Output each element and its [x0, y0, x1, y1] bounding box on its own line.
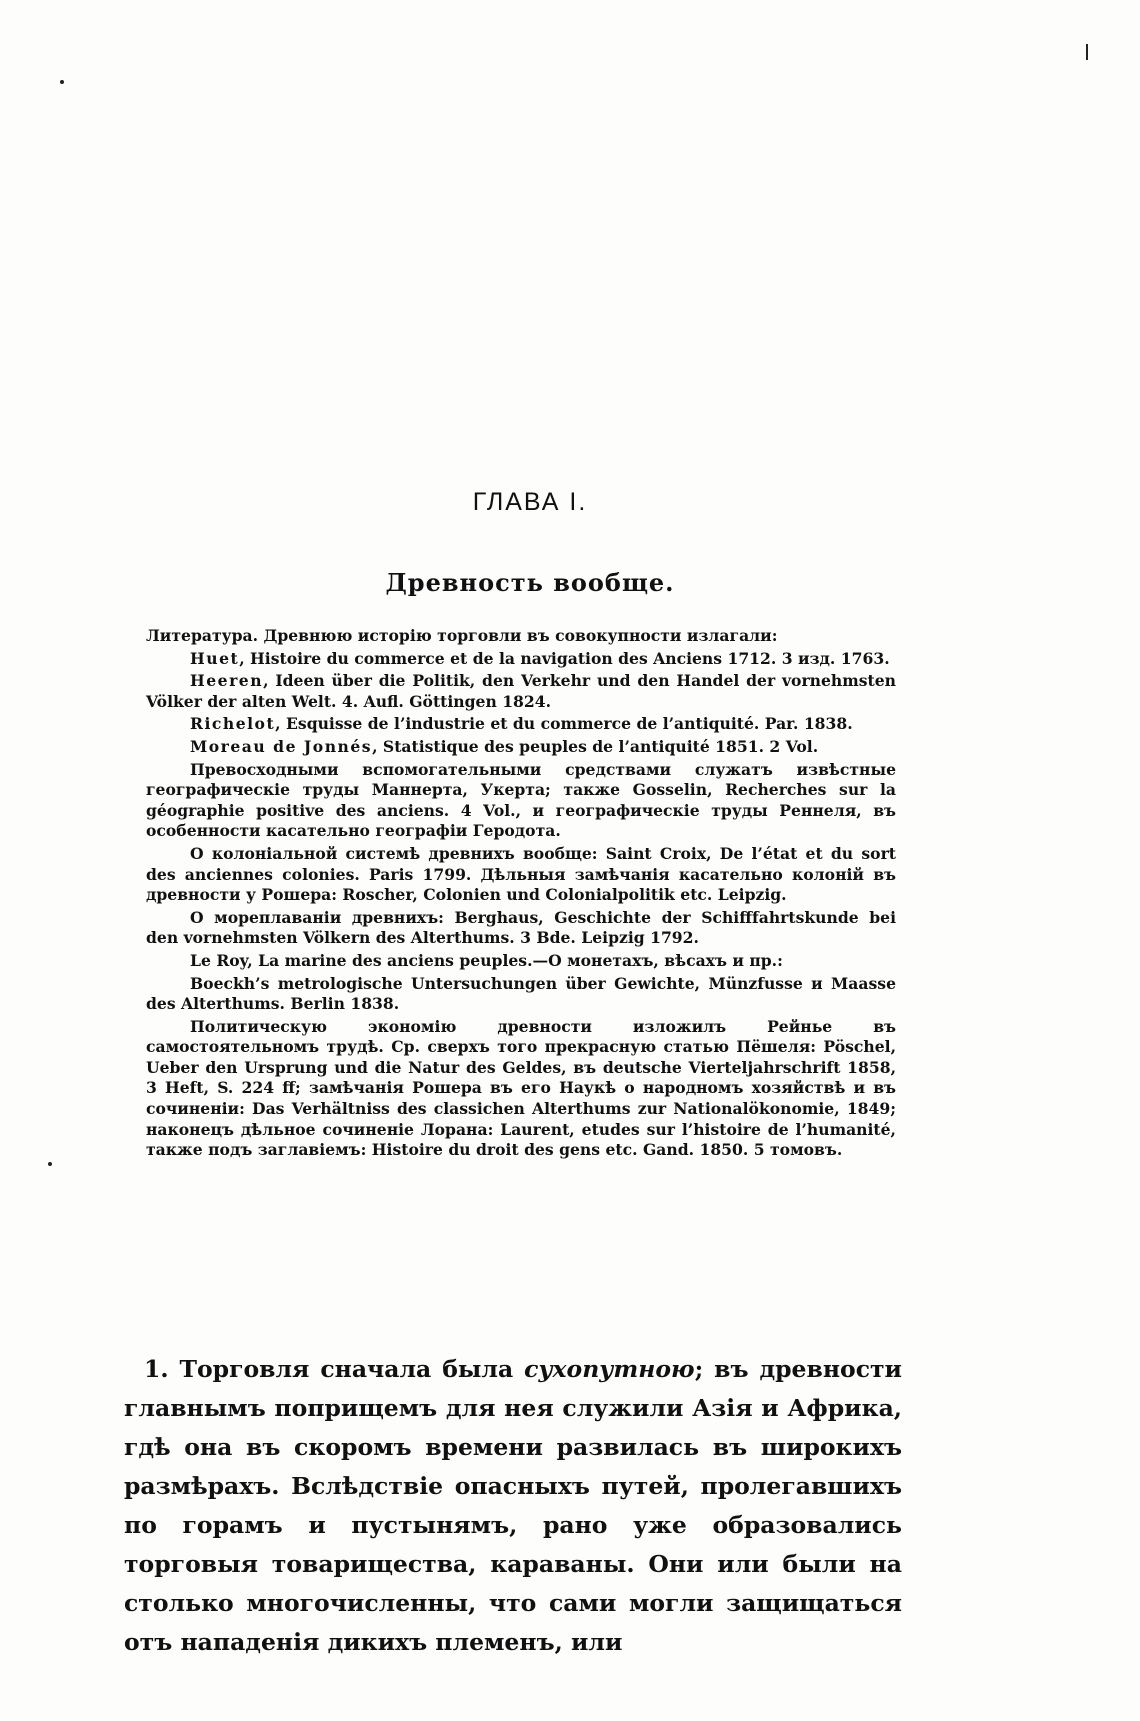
literature-entry: Huet, Histoire du commerce et de la navigation des Anciens 1712. 3 изд. 1763.	[190, 648, 890, 668]
literature-section	[146, 626, 896, 1163]
literature-entry: Политическую экономію древности изложилъ Рейнье въ самостоятельномъ трудѣ. Ср. сверхъ того прекрасную статью Пёшеля: Pöschel, Ueber den Ursprung und die Natur des Geldes, въ deutsche Vierteljahrschrift 1858, 3 Heft, S. 224 ff; замѣчанія Рошера въ его Наукѣ о народномъ хозяйствѣ и въ сочиненіи: Das Verhältniss des classichen Alterthums zur Nationalökonomie, 1849; наконецъ дѣльное сочиненіе Лорана: Laurent, etudes sur l’histoire de l’humanité, также подъ заглавіемъ: Histoire du droit des gens etc. Gand. 1850. 5 томовъ.	[146, 1016, 896, 1160]
literature-entry: Литература. Древнюю исторію торговли въ совокупности излагали:	[146, 626, 778, 645]
body-paragraph: 1. Торговля сначала была сухопутною; въ древности главнымъ поприщемъ для нея служили Азія и Африка, гдѣ она въ скоромъ времени развилась въ широкихъ размѣрахъ. Вслѣдствіе опасныхъ путей, пролегавшихъ по горамъ и пустынямъ, рано уже образовались торговыя товарищества, караваны. Они или были на столько многочисленны, что сами могли защищаться отъ нападенія дикихъ племенъ, или	[124, 1355, 902, 1656]
ink-speck	[60, 80, 64, 84]
ink-speck	[48, 1162, 52, 1166]
literature-entry: Heeren, Ideen über die Politik, den Verkehr und den Handel der vornehmsten Völker der alten Welt. 4. Aufl. Göttingen 1824.	[146, 671, 896, 711]
literature-entry: Richelot, Esquisse de l’industrie et du commerce de l’antiquité. Par. 1838.	[190, 714, 853, 734]
literature-entry: Moreau de Jonnés, Statistique des peuples de l’antiquité 1851. 2 Vol.	[190, 736, 819, 756]
author-name: Moreau de Jonnés	[190, 736, 373, 756]
chapter-heading: ГЛАВА I.	[472, 488, 588, 516]
literature-entry: О колоніальной системѣ древнихъ вообще: Saint Croix, De l’état et du sort des anciennes colonies. Paris 1799. Дѣльныя замѣчанія касательно колоній въ древности у Рошера: Roscher, Colonien und Colonialpolitik etc. Leipzig.	[146, 843, 896, 905]
literature-heading: Литература.	[146, 626, 259, 645]
literature-entry: Boeckh’s metrologische Untersuchungen über Gewichte, Münzfusse и Maasse des Alterthums. Berlin 1838.	[146, 973, 896, 1014]
chapter-title: Древность вообще.	[385, 568, 675, 597]
section-number: 1.	[144, 1355, 169, 1383]
ink-mark	[1086, 44, 1088, 60]
literature-entry: Превосходными вспомогательными средствами служатъ извѣстные географическіе труды Маннерта, Укерта; также Gosselin, Recherches sur la géographie positive des anciens. 4 Vol., и географическіе труды Реннеля, въ особенности касательно географіи Геродота.	[146, 759, 896, 841]
author-name: Heeren	[190, 671, 264, 691]
author-name: Huet	[190, 648, 240, 668]
literature-entry: Le Roy, La marine des anciens peuples.—О монетахъ, вѣсахъ и пр.:	[190, 950, 783, 970]
literature-entry: О мореплаваніи древнихъ: Berghaus, Geschichte der Schifffahrtskunde bei den vornehmsten Völkern des Alterthums. 3 Bde. Leipzig 1792.	[146, 907, 896, 948]
emphasis-word: сухопутною	[524, 1355, 695, 1383]
author-name: Richelot	[190, 714, 276, 734]
